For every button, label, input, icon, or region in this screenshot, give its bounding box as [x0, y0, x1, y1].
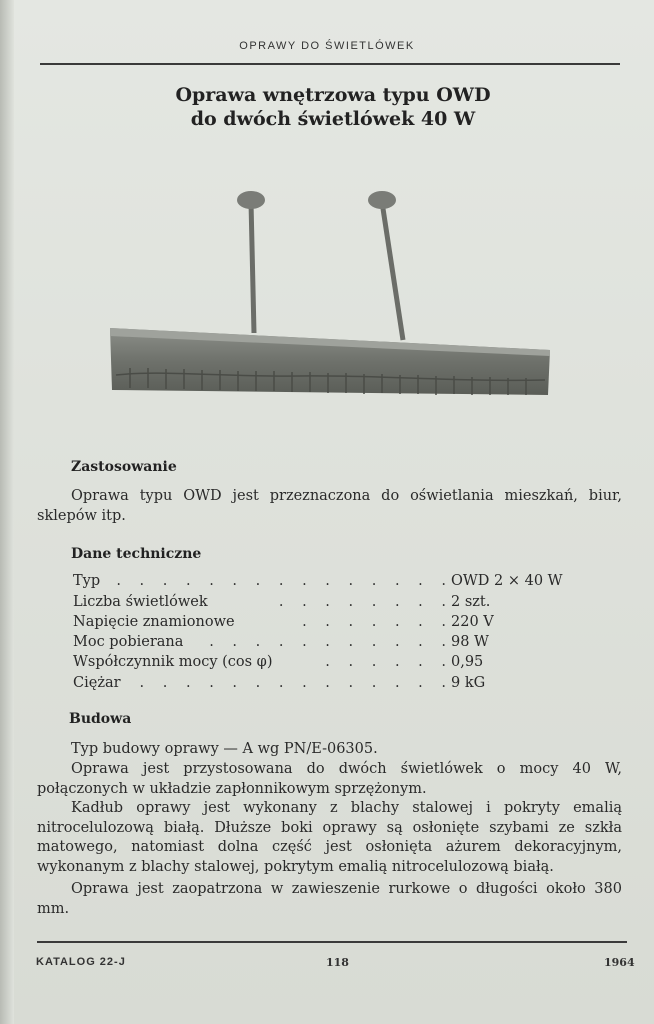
- suspension-rod-right: [382, 202, 403, 340]
- budowa-paragraph-1: Typ budowy oprawy — A wg PN/E-06305.: [71, 741, 378, 757]
- ceiling-cap-left: [237, 191, 265, 209]
- footer-year: 1964: [604, 956, 635, 969]
- spec-row-ciezar: Ciężar . . . . . . . . . . . . . . 9 kG: [73, 675, 486, 691]
- suspension-rod-left: [251, 202, 254, 333]
- spec-row-wspolczynnik: Współczynnik mocy (cos φ) . . . . . . 0,95: [73, 654, 484, 670]
- footer-catalog: KATALOG 22-J: [36, 956, 126, 968]
- title-line-2: do dwóch świetlówek 40 W: [190, 108, 476, 130]
- footer-page-number: 118: [326, 956, 349, 969]
- running-head: OPRAWY DO ŚWIETLÓWEK: [239, 40, 415, 52]
- section-heading-dane-techniczne: Dane techniczne: [71, 546, 202, 562]
- header-rule: [40, 63, 620, 65]
- budowa-paragraph-4: Oprawa jest zaopatrzona w zawieszenie rurkowe o długości około 380 mm.: [37, 881, 622, 917]
- spec-row-typ: Typ . . . . . . . . . . . . . . . OWD 2 × 40 W: [73, 573, 563, 589]
- budowa-paragraph-2: Oprawa jest przystosowana do dwóch świetlówek o mocy 40 W, połączonych w układzie zapłonnikowym sprzężonym.: [37, 761, 622, 797]
- spec-row-moc: Moc pobierana . . . . . . . . . . . 98 W: [73, 634, 489, 650]
- page-title: [0, 83, 654, 131]
- spec-row-liczba: Liczba świetlówek . . . . . . . . 2 szt.: [73, 594, 491, 610]
- budowa-paragraph-3: Kadłub oprawy jest wykonany z blachy stalowej i pokryty emalią nitrocelulozową białą. Dłuższe boki oprawy są osłonięte szybami ze szkła matowego, natomiast dolna część jest osłonięta ażurem dekoracyjnym, wykonanym z blachy stalowej, pokrytym emalią nitrocelulozową białą.: [37, 800, 622, 875]
- page-gutter-shadow: [0, 0, 14, 1024]
- footer-rule: [37, 941, 627, 943]
- title-line-1: Oprawa wnętrzowa typu OWD: [175, 84, 491, 106]
- luminaire-photo: [100, 180, 560, 415]
- section-heading-zastosowanie: Zastosowanie: [71, 459, 177, 475]
- spec-row-napiecie: Napięcie znamionowe . . . . . . . 220 V: [73, 614, 494, 630]
- section-heading-budowa: Budowa: [69, 711, 132, 727]
- zastosowanie-text: Oprawa typu OWD jest przeznaczona do oświetlania mieszkań, biur, sklepów itp.: [37, 488, 622, 524]
- ceiling-cap-right: [368, 191, 396, 209]
